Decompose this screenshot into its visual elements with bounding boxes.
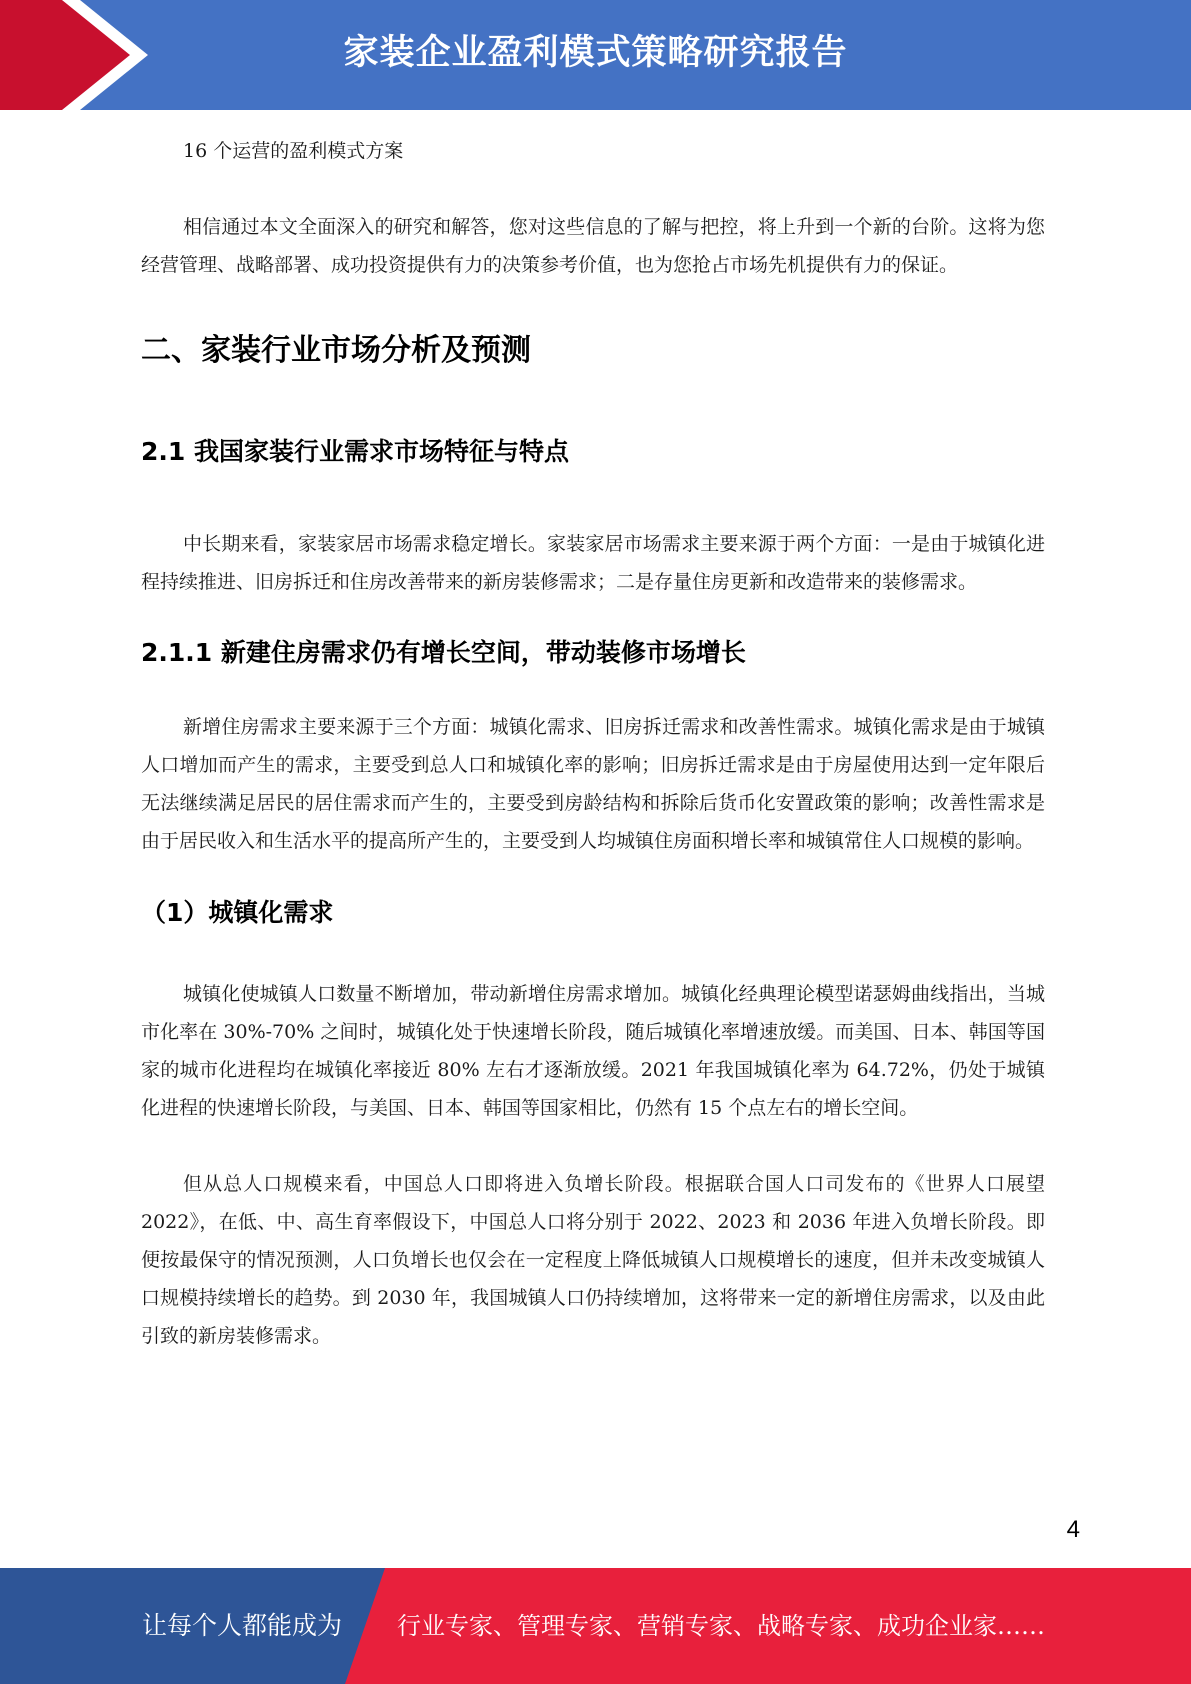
paragraph: 但从总人口规模来看，中国总人口即将进入负增长阶段。根据联合国人口司发布的《世界人口展望 2022》，在低、中、高生育率假设下，中国总人口将分别于 2022、2023 和 2036 年进入负增长阶段。即便按最保守的情况预测，人口负增长也仅会在一定程度上降低城镇人口规模增长的速度，但并未改变城镇人口规模持续增长的趋势。到 2030 年，我国城镇人口仍持续增加，这将带来一定的新增住房需求，以及由此引致的新房装修需求。	[141, 1173, 1045, 1347]
paragraph: 中长期来看，家装家居市场需求稳定增长。家装家居市场需求主要来源于两个方面：一是由于城镇化进程持续推进、旧房拆迁和住房改善带来的新房装修需求；二是存量住房更新和改造带来的装修需求。	[141, 533, 1045, 593]
paragraph: 16 个运营的盈利模式方案	[183, 140, 404, 162]
page-header	[0, 0, 1191, 110]
subsection-heading: 2.1 我国家装行业需求市场特征与特点	[141, 437, 569, 466]
page-number: 4	[1066, 1516, 1080, 1543]
paragraph: 新增住房需求主要来源于三个方面：城镇化需求、旧房拆迁需求和改善性需求。城镇化需求是由于城镇人口增加而产生的需求，主要受到总人口和城镇化率的影响；旧房拆迁需求是由于房屋使用达到一定年限后无法继续满足居民的居住需求而产生的，主要受到房龄结构和拆除后货币化安置政策的影响；改善性需求是由于居民收入和生活水平的提高所产生的，主要受到人均城镇住房面积增长率和城镇常住人口规模的影响。	[141, 716, 1045, 852]
footer-slogan-right: 行业专家、管理专家、营销专家、战略专家、成功企业家……	[397, 1612, 1045, 1640]
subsection-heading: 2.1.1 新建住房需求仍有增长空间，带动装修市场增长	[141, 638, 746, 667]
section-heading: 二、家装行业市场分析及预测	[141, 333, 531, 368]
footer-slogan-left: 让每个人都能成为	[142, 1611, 343, 1640]
header-title: 家装企业盈利模式策略研究报告	[343, 33, 848, 73]
subsection-heading: （1）城镇化需求	[141, 898, 334, 927]
page-footer	[0, 1568, 1191, 1684]
document-body	[141, 132, 1045, 1355]
paragraph: 城镇化使城镇人口数量不断增加，带动新增住房需求增加。城镇化经典理论模型诺瑟姆曲线指出，当城市化率在 30%-70% 之间时，城镇化处于快速增长阶段，随后城镇化率增速放缓。而美国、日本、韩国等国家的城市化进程均在城镇化率接近 80% 左右才逐渐放缓。2021 年我国城镇化率为 64.72%，仍处于城镇化进程的快速增长阶段，与美国、日本、韩国等国家相比，仍然有 15 个点左右的增长空间。	[141, 983, 1045, 1119]
paragraph: 相信通过本文全面深入的研究和解答，您对这些信息的了解与把控，将上升到一个新的台阶。这将为您经营管理、战略部署、成功投资提供有力的决策参考价值，也为您抢占市场先机提供有力的保证。	[141, 216, 1045, 276]
